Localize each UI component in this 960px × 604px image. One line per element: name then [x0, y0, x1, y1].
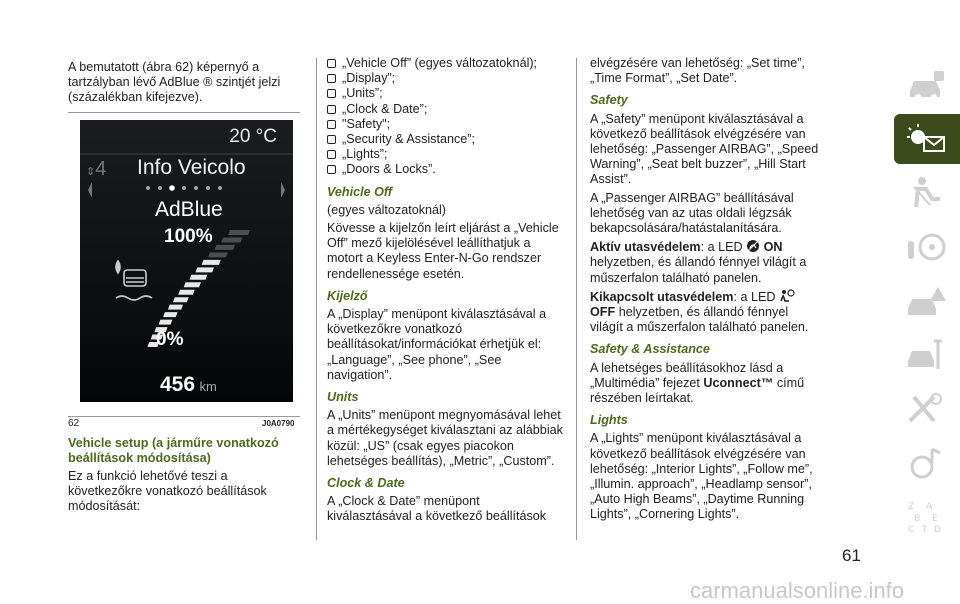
section-heading-vehicle-setup: Vehicle setup (a járműre vonatkozó beállítások módosítása): [68, 436, 279, 465]
tab-warning-lights[interactable]: [894, 114, 960, 164]
gauge-segment: [202, 260, 221, 265]
heading-vehicle-off: Vehicle Off: [327, 184, 393, 199]
airbag-off-icon: [746, 239, 760, 253]
heading-lights: Lights: [590, 413, 628, 428]
airbag-off-text: Kikapcsolt utasvédelem: a LED OFF helyzetben, és állandó fénnyel világít a műszerfalon található panelen.: [590, 289, 809, 335]
warning-lights-icon: [904, 121, 948, 157]
checkbox-icon: [327, 150, 336, 159]
gauge-segment: [184, 282, 201, 287]
menu-title: Info Veicolo: [137, 156, 246, 179]
column-1: [68, 60, 300, 109]
range-readout: [160, 373, 217, 397]
multimedia-icon: [904, 445, 948, 481]
figure-number: 62: [68, 418, 80, 429]
index-icon: [904, 499, 948, 535]
range-value: 456: [160, 373, 196, 396]
tab-index[interactable]: [894, 492, 960, 542]
kijelzo-text: A „Display” menüpont kiválasztásával a következőkre vonatkozó beállításokat/információkat érhetjük el: „Language”, „See phone”, „See navigation”.: [327, 306, 547, 382]
checkbox-icon: [327, 74, 336, 83]
safety-belt-icon: [904, 175, 948, 211]
percent-max: 100%: [164, 226, 213, 247]
safety-text-1: A „Safety” menüpont kiválasztásával a következő beállítások elvégzésére van lehetőség: „Passenger AIRBAG”, „Speed Warning”, „Seat belt buzzer”, „Hill Start Assist”.: [590, 111, 819, 187]
gauge-segment: [215, 245, 235, 250]
gauge-segment: [173, 297, 189, 302]
emergency-icon: [904, 283, 948, 319]
svg-text:T: T: [922, 525, 928, 535]
list-item: „Security & Assistance”;: [327, 132, 563, 147]
tab-service[interactable]: [894, 330, 960, 380]
clock-text: A „Clock & Date” menüpont kiválasztásával a következő beállítások: [327, 494, 547, 524]
page-number: 61: [842, 546, 861, 565]
figure-62-display: [80, 120, 293, 402]
temperature-readout: 20 °C: [229, 126, 277, 147]
heading-kijelzo: Kijelző: [327, 288, 368, 303]
column-divider-1: [316, 58, 317, 540]
heading-clock-date: Clock & Date: [327, 475, 405, 490]
gauge-segment: [208, 252, 228, 257]
tab-safety[interactable]: [894, 168, 960, 218]
chapter-tabs: [894, 60, 960, 546]
checkbox-icon: [327, 135, 336, 144]
list-item: „Clock & Date”;: [327, 102, 563, 117]
svg-text:Z: Z: [908, 502, 915, 512]
clock-continued: elvégzésére van lehetőség: „Set time”, „Time Format”, „Set Date”.: [590, 56, 805, 86]
column-1-lower: [68, 436, 300, 518]
tab-multimedia[interactable]: [894, 438, 960, 488]
airbag-on-text: Aktív utasvédelem: a LED ON helyzetben, és állandó fénnyel világít a műszerfalon található panelen.: [590, 240, 807, 285]
checkbox-icon: [327, 120, 336, 129]
figure-code: J0A0790: [262, 419, 295, 428]
gauge-segment: [168, 305, 183, 310]
heading-safety: Safety: [590, 93, 628, 108]
list-item: „Display”;: [327, 71, 563, 86]
svg-text:A: A: [926, 502, 933, 512]
tab-car-info[interactable]: [894, 60, 960, 110]
gauge-segment: [195, 267, 213, 272]
gear-updown-icon: ⇕: [86, 166, 96, 178]
svg-text:D: D: [934, 525, 941, 535]
list-item: "Safety";: [327, 117, 563, 132]
checkbox-icon: [327, 59, 336, 68]
heading-units: Units: [327, 389, 359, 404]
settings-list: [327, 56, 563, 178]
vehicle-off-text: Kövesse a kijelzőn leírt eljárást a „Vehicle Off” mező kijelölésével leállíthatjuk a motort a Keyless Enter-N-Go rendszer rendellenessége esetén.: [327, 220, 559, 281]
vehicle-off-sub: (egyes változatoknál): [327, 202, 447, 217]
list-item: „Lights”;: [327, 147, 563, 162]
column-divider-2: [576, 58, 577, 540]
units-text: A „Units” menüpont megnyomásával lehet a mértékegységet kiválasztani az alábbiak közül: „US” (csak egyes piacokon lehetséges beállítás), „Metric”, „Custom”.: [327, 408, 563, 468]
svg-text:E: E: [932, 514, 938, 524]
start-drive-icon: [904, 229, 948, 265]
car-info-icon: [904, 67, 948, 103]
heading-safety-assistance: Safety & Assistance: [590, 342, 710, 357]
safety-assistance-text: A lehetséges beállításokhoz lásd a „Multimédia” fejezet Uconnect™ című részében leírtakat.: [590, 360, 805, 406]
service-maintenance-icon: [904, 337, 948, 373]
checkbox-icon: [327, 89, 336, 98]
checkbox-icon: [327, 165, 336, 174]
tab-emergency[interactable]: [894, 276, 960, 326]
figure-bottom-rule: [68, 416, 300, 417]
svg-text:B: B: [914, 514, 921, 524]
percent-min: 0%: [156, 329, 184, 350]
passenger-airbag-icon: [779, 289, 795, 303]
list-item: „Doors & Locks”.: [327, 162, 563, 177]
lights-text: A „Lights” menüpont kiválasztásával a következő beállítások elvégzésére van lehetőség: „Interior Lights”, „Follow me”, „Illumin. approach”, „Headlamp sensor”, „Auto High Beams”, „Daytime Running Lights”, „Cornering Lights”.: [590, 431, 813, 522]
list-item: „Units”;: [327, 86, 563, 101]
adblue-label: AdBlue: [155, 198, 223, 221]
tab-start-drive[interactable]: [894, 222, 960, 272]
list-item: „Vehicle Off” (egyes változatoknál);: [327, 56, 563, 71]
column-3: [590, 56, 822, 526]
gauge-segment: [221, 237, 242, 242]
safety-text-2: A „Passenger AIRBAG” beállításával lehetőség van az utas oldali légzsák bekapcsolására/hatástalanítására.: [590, 190, 794, 236]
gauge-segment: [159, 320, 173, 325]
gauge-segment: [178, 290, 194, 295]
checkbox-icon: [327, 105, 336, 114]
gauge-segment: [163, 312, 177, 317]
gauge-segment: [190, 275, 208, 280]
intro-paragraph: A bemutatott (ábra 62) képernyő a tartzályban lévő AdBlue ® szintjét jelzi (százalékban kifejezve).: [68, 60, 281, 105]
svg-text:C: C: [908, 525, 915, 535]
gear-indicator: ⇕4: [86, 158, 107, 180]
column-2: [327, 56, 563, 528]
figure-top-rule: [68, 112, 300, 113]
technical-data-icon: [904, 391, 948, 427]
vehicle-setup-text: Ez a funkció lehetővé teszi a következőkre vonatkozó beállítások módosítását:: [68, 469, 267, 514]
range-unit: km: [199, 379, 217, 394]
watermark: carmanualsonline.info: [690, 578, 905, 603]
tab-technical-data[interactable]: [894, 384, 960, 434]
gauge-segment: [228, 230, 250, 235]
